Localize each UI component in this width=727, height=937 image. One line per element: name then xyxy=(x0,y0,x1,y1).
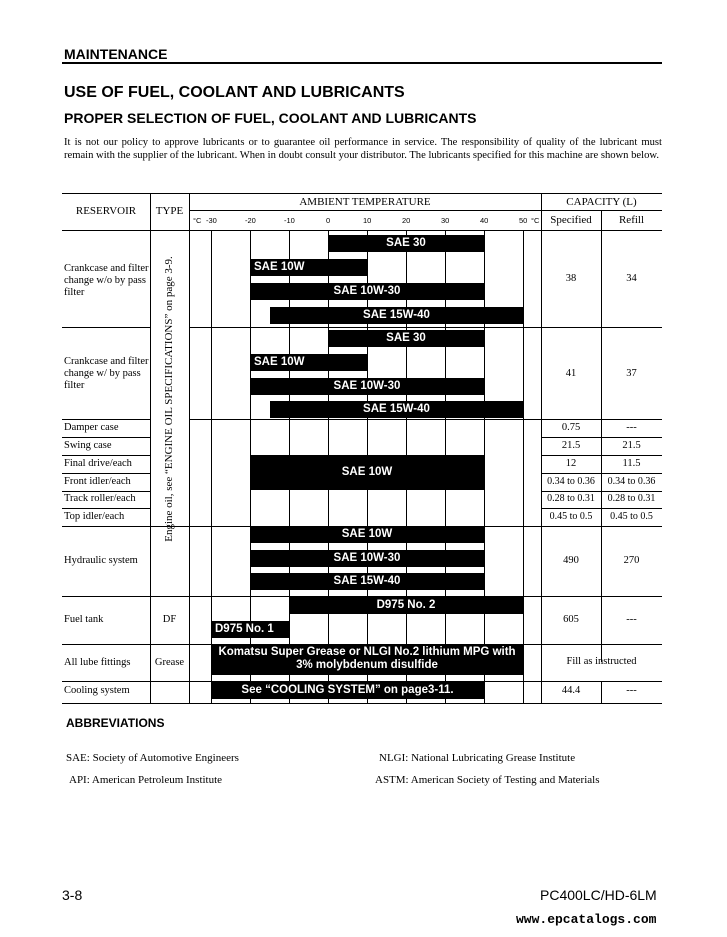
temp-range-bar: SAE 10W-30 xyxy=(250,378,484,395)
refill-value: 270 xyxy=(623,555,640,566)
temp-range-bar: SAE 15W-40 xyxy=(270,401,523,418)
temp-range-bar: SAE 10W xyxy=(250,354,368,371)
tick-label: -30 xyxy=(206,216,217,225)
page-subtitle: PROPER SELECTION OF FUEL, COOLANT AND LUBRICANTS xyxy=(64,110,477,126)
specified-value: 0.75 xyxy=(561,422,581,433)
specified-value: 490 xyxy=(563,555,579,566)
specified-value: 0.34 to 0.36 xyxy=(547,476,595,487)
col-refill-header: Refill xyxy=(618,214,645,226)
temp-range-bar: D975 No. 2 xyxy=(289,597,523,614)
specified-value: 0.45 to 0.5 xyxy=(549,511,593,522)
tick-label: 10 xyxy=(363,216,372,225)
reservoir-name: Damper case xyxy=(64,422,119,433)
refill-value: 34 xyxy=(626,273,637,284)
temp-range-bar: SAE 10W-30 xyxy=(250,283,484,300)
refill-value: 0.45 to 0.5 xyxy=(610,511,653,522)
specified-value: 12 xyxy=(565,458,577,469)
refill-value: 21.5 xyxy=(622,440,641,451)
col-reservoir-header: RESERVOIR xyxy=(75,205,137,217)
col-ambient-header: AMBIENT TEMPERATURE xyxy=(299,196,431,208)
reservoir-name: Top idler/each xyxy=(64,511,125,522)
specified-value: 38 xyxy=(565,273,577,284)
refill-value: 0.34 to 0.36 xyxy=(607,476,656,487)
refill-value: --- xyxy=(626,422,637,433)
tick-label: 20 xyxy=(402,216,411,225)
reservoir-name: Final drive/each xyxy=(64,458,132,469)
specified-value: 21.5 xyxy=(561,440,581,451)
reservoir-name: Hydraulic system xyxy=(64,555,138,566)
temp-range-bar: SAE 30 xyxy=(328,235,484,252)
refill-value: 0.28 to 0.31 xyxy=(607,493,656,504)
reservoir-name: Swing case xyxy=(64,440,112,451)
lubricant-table xyxy=(62,193,662,704)
temp-range-bar: SAE 10W xyxy=(250,526,484,543)
reservoir-name: Crankcase and filter change w/ by pass filter xyxy=(64,356,149,391)
model-number: PC400LC/HD-6LM xyxy=(540,887,657,903)
temp-range-bar: SAE 15W-40 xyxy=(250,573,484,590)
temp-range-bar: SAE 10W xyxy=(250,455,484,490)
reservoir-name: Fuel tank xyxy=(64,614,104,625)
abbreviations-title: ABBREVIATIONS xyxy=(66,716,165,730)
tick-label: -20 xyxy=(245,216,256,225)
type-value: DF xyxy=(162,614,177,625)
temp-range-bar: SAE 10W-30 xyxy=(250,550,484,567)
temp-range-bar: SAE 10W xyxy=(250,259,368,276)
col-type-header: TYPE xyxy=(155,205,184,217)
abbreviation-item: ASTM: American Society of Testing and Materials xyxy=(375,774,600,786)
reservoir-name: Front idler/each xyxy=(64,476,131,487)
refill-value: 11.5 xyxy=(622,458,641,469)
temp-range-bar: Komatsu Super Grease or NLGI No.2 lithium MPG with 3% molybdenum disulfide xyxy=(211,644,523,675)
capacity-value: Fill as instructed xyxy=(566,656,637,667)
refill-value: --- xyxy=(626,614,637,625)
type-value: Grease xyxy=(154,657,185,668)
abbreviation-item: API: American Petroleum Institute xyxy=(69,774,223,786)
abbreviation-item: NLGI: National Lubricating Grease Institute xyxy=(379,752,576,764)
refill-value: --- xyxy=(626,685,637,696)
specified-value: 605 xyxy=(563,614,579,625)
engine-oil-note: Engine oil, see “ENGINE OIL SPECIFICATIONS” on page 3-9. xyxy=(163,256,175,542)
temp-range-bar: D975 No. 1 xyxy=(211,621,290,638)
reservoir-name: Crankcase and filter change w/o by pass filter xyxy=(64,263,149,298)
tick-label: 0 xyxy=(326,216,331,225)
specified-value: 41 xyxy=(565,368,577,379)
tick-label: 40 xyxy=(480,216,489,225)
intro-paragraph: It is not our policy to approve lubricants or to guarantee oil performance in service. The responsibility of quality of the lubricant must remain with the supplier of the lubricant. When in doubt consult your distributor. The lubricants specified for this machine are shown below. xyxy=(64,137,662,161)
tick-label: -10 xyxy=(284,216,295,225)
header-rule xyxy=(62,62,662,64)
tick-label: 50 xyxy=(519,216,528,225)
col-specified-header: Specified xyxy=(550,214,592,226)
section-header: MAINTENANCE xyxy=(64,46,168,62)
temp-range-bar: See “COOLING SYSTEM” on page3-11. xyxy=(211,682,484,699)
reservoir-name: Cooling system xyxy=(64,685,130,696)
reservoir-name: Track roller/each xyxy=(64,493,136,504)
reservoir-name: All lube fittings xyxy=(64,657,131,668)
abbreviation-item: SAE: Society of Automotive Engineers xyxy=(66,752,239,764)
tick-label: 30 xyxy=(441,216,450,225)
watermark-link[interactable]: www.epcatalogs.com xyxy=(516,912,657,927)
specified-value: 0.28 to 0.31 xyxy=(547,493,595,504)
temp-range-bar: SAE 15W-40 xyxy=(270,307,523,324)
specified-value: 44.4 xyxy=(561,685,581,696)
unit-right: °C xyxy=(531,216,540,225)
unit-left: °C xyxy=(193,216,202,225)
temp-range-bar: SAE 30 xyxy=(328,330,484,347)
refill-value: 37 xyxy=(626,368,637,379)
page-number: 3-8 xyxy=(62,887,83,903)
col-capacity-header: CAPACITY (L) xyxy=(566,196,637,208)
page-title: USE OF FUEL, COOLANT AND LUBRICANTS xyxy=(64,84,405,101)
